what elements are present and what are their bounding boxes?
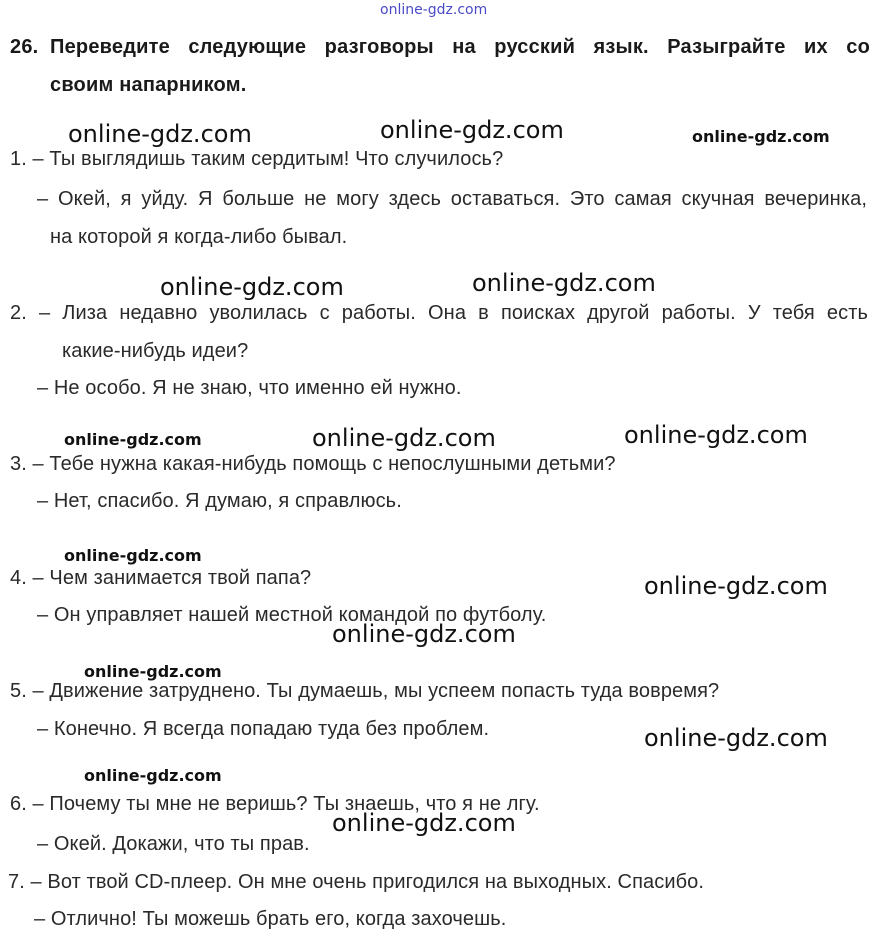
dialogue-1-line-3: на которой я когда-либо бывал. <box>50 226 348 248</box>
task-instruction-line1: Переведите следующие разговоры на русский язык. Разыграйте их со <box>50 36 870 58</box>
dialogue-7-line-2: – Отлично! Ты можешь брать его, когда захочешь. <box>34 908 507 930</box>
watermark: online-gdz.com <box>84 662 222 681</box>
watermark: online-gdz.com <box>692 127 830 146</box>
dialogue-2-line-3: – Не особо. Я не знаю, что именно ей нужно. <box>37 377 462 399</box>
dialogue-3-line-1: 3. – Тебе нужна какая-нибудь помощь с непослушными детьми? <box>10 453 616 475</box>
watermark: online-gdz.com <box>332 809 516 837</box>
watermark: online-gdz.com <box>160 273 344 301</box>
dialogue-4-line-1: 4. – Чем занимается твой папа? <box>10 567 312 589</box>
dialogue-6-line-2: – Окей. Докажи, что ты прав. <box>37 833 310 855</box>
watermark-top: online-gdz.com <box>380 2 488 18</box>
watermark: online-gdz.com <box>644 724 828 752</box>
dialogue-2-line-2: какие-нибудь идеи? <box>62 340 249 362</box>
dialogue-3-line-2: – Нет, спасибо. Я думаю, я справлюсь. <box>37 490 402 512</box>
watermark: online-gdz.com <box>380 116 564 144</box>
dialogue-4-line-2: – Он управляет нашей местной командой по футболу. <box>37 604 547 626</box>
task-instruction-line2: своим напарником. <box>50 74 247 96</box>
dialogue-6-line-1: 6. – Почему ты мне не веришь? Ты знаешь, что я не лгу. <box>10 793 540 815</box>
watermark: online-gdz.com <box>472 269 656 297</box>
watermark: online-gdz.com <box>312 424 496 452</box>
dialogue-5-line-2: – Конечно. Я всегда попадаю туда без проблем. <box>37 718 490 740</box>
dialogue-5-line-1: 5. – Движение затруднено. Ты думаешь, мы успеем попасть туда вовремя? <box>10 680 720 702</box>
watermark: online-gdz.com <box>64 546 202 565</box>
watermark: online-gdz.com <box>84 766 222 785</box>
watermark: online-gdz.com <box>332 620 516 648</box>
watermark: online-gdz.com <box>644 572 828 600</box>
watermark: online-gdz.com <box>624 421 808 449</box>
watermark: online-gdz.com <box>68 120 252 148</box>
dialogue-7-line-1: 7. – Вот твой CD-плеер. Он мне очень пригодился на выходных. Спасибо. <box>8 871 705 893</box>
dialogue-1-line-2: – Окей, я уйду. Я больше не могу здесь оставаться. Это самая скучная вечеринка, <box>37 188 867 210</box>
task-number: 26. <box>10 36 39 58</box>
dialogue-2-line-1: 2. – Лиза недавно уволилась с работы. Она в поисках другой работы. У тебя есть <box>10 302 868 324</box>
watermark: online-gdz.com <box>64 430 202 449</box>
dialogue-1-line-1: 1. – Ты выглядишь таким сердитым! Что случилось? <box>10 148 504 170</box>
